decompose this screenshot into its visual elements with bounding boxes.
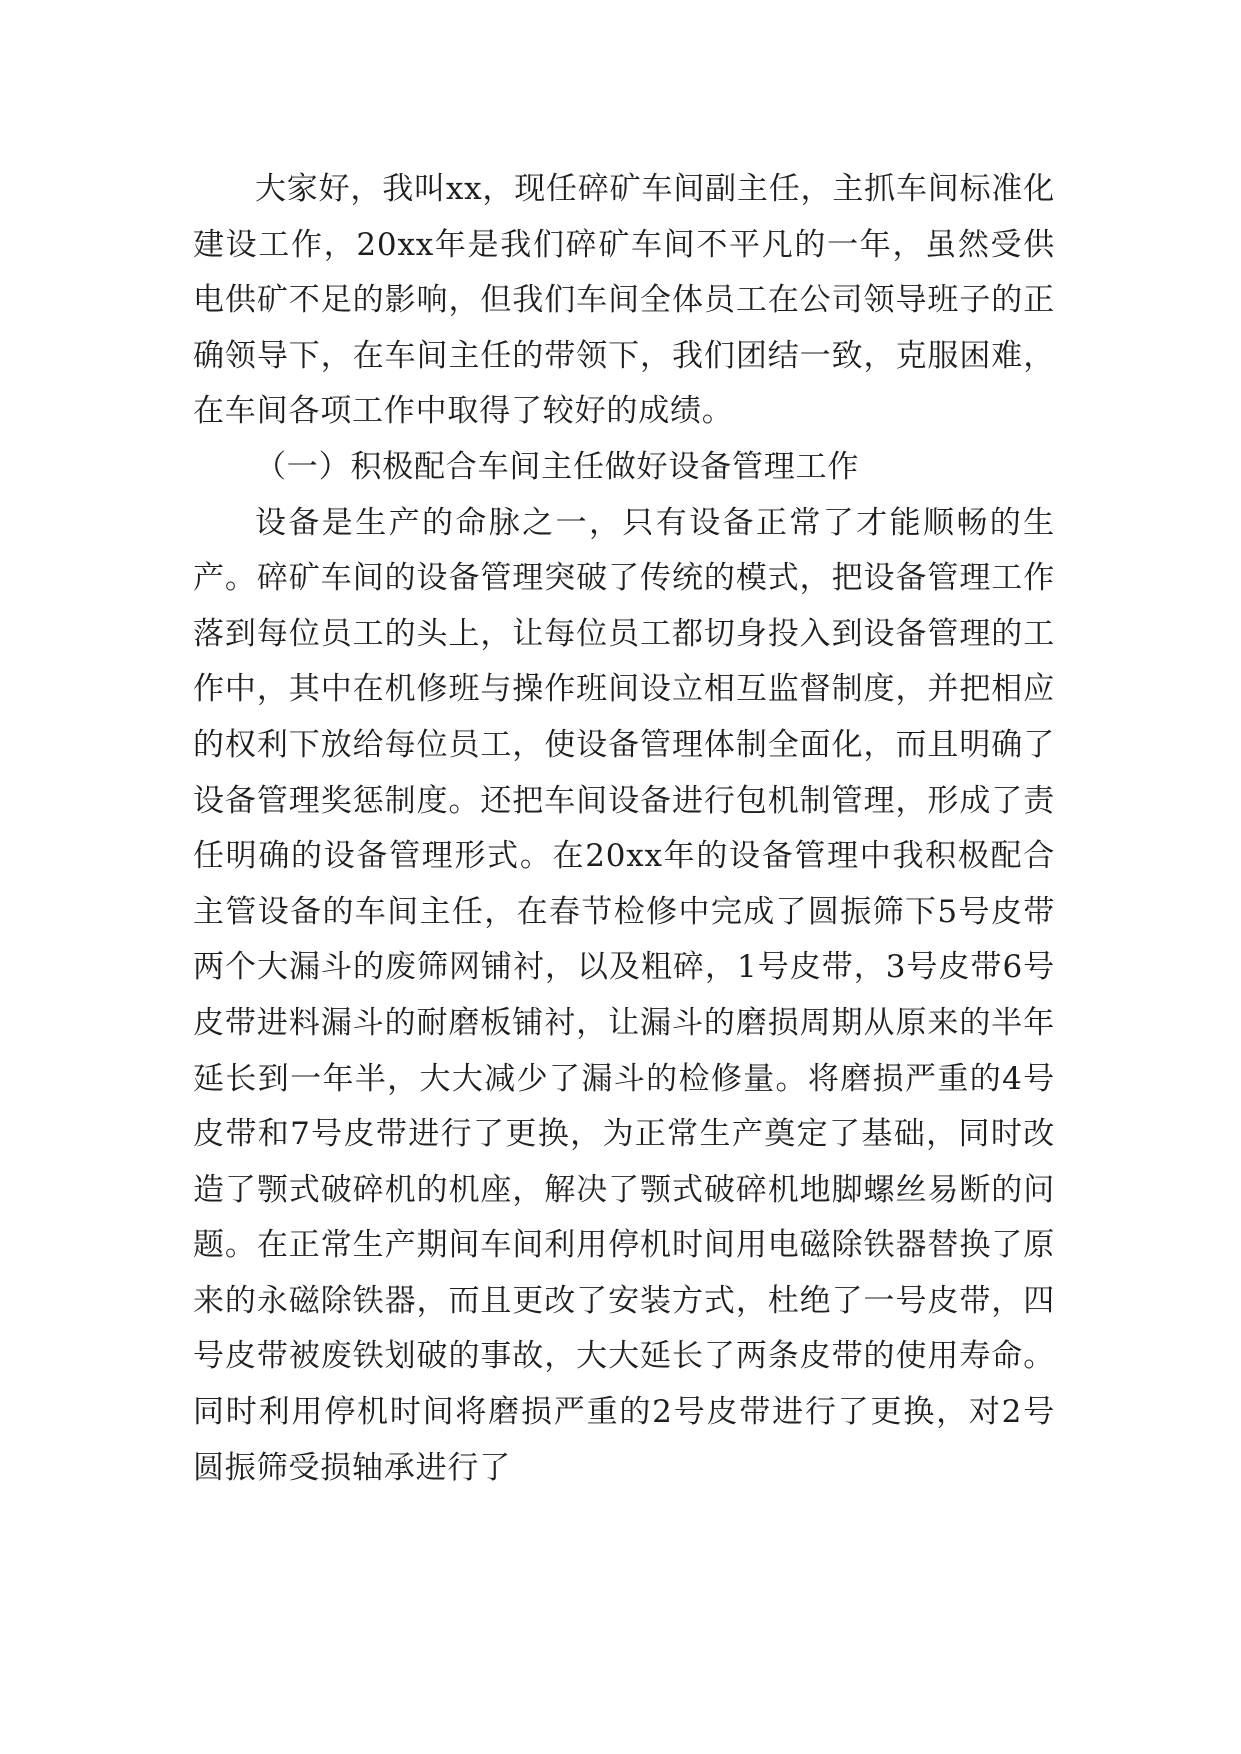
- section-heading: （一）积极配合车间主任做好设备管理工作: [255, 448, 860, 485]
- intro-paragraph: 大家好，我叫xx，现任碎矿车间副主任，主抓车间标准化建设工作，20xx年是我们碎矿车间不平凡的一年，虽然受供电供矿不足的影响，但我们车间全体员工在公司领导班子的正确领导下，在车间主任的带领下，我们团结一致，克服困难，在车间各项工作中取得了较好的成绩。: [193, 171, 1055, 430]
- body-paragraph: 设备是生产的命脉之一，只有设备正常了才能顺畅的生产。碎矿车间的设备管理突破了传统的模式，把设备管理工作落到每位员工的头上，让每位员工都切身投入到设备管理的工作中，其中在机修班与操作班间设立相互监督制度，并把相应的权利下放给每位员工，使设备管理体制全面化，而且明确了设备管理奖惩制度。还把车间设备进行包机制管理，形成了责任明确的设备管理形式。在20xx年的设备管理中我积极配合主管设备的车间主任，在春节检修中完成了圆振筛下5号皮带两个大漏斗的废筛网铺衬，以及粗碎，1号皮带，3号皮带6号皮带进料漏斗的耐磨板铺衬，让漏斗的磨损周期从原来的半年延长到一年半，大大减少了漏斗的检修量。将磨损严重的4号皮带和7号皮带进行了更换，为正常生产奠定了基础，同时改造了颚式破碎机的机座，解决了颚式破碎机地脚螺丝易断的问题。在正常生产期间车间利用停机时间用电磁除铁器替换了原来的永磁除铁器，而且更改了安装方式，杜绝了一号皮带，四号皮带被废铁划破的事故，大大延长了两条皮带的使用寿命。同时利用停机时间将磨损严重的2号皮带进行了更换，对2号圆振筛受损轴承进行了: [193, 504, 1055, 1486]
- document-body: [193, 162, 1055, 1496]
